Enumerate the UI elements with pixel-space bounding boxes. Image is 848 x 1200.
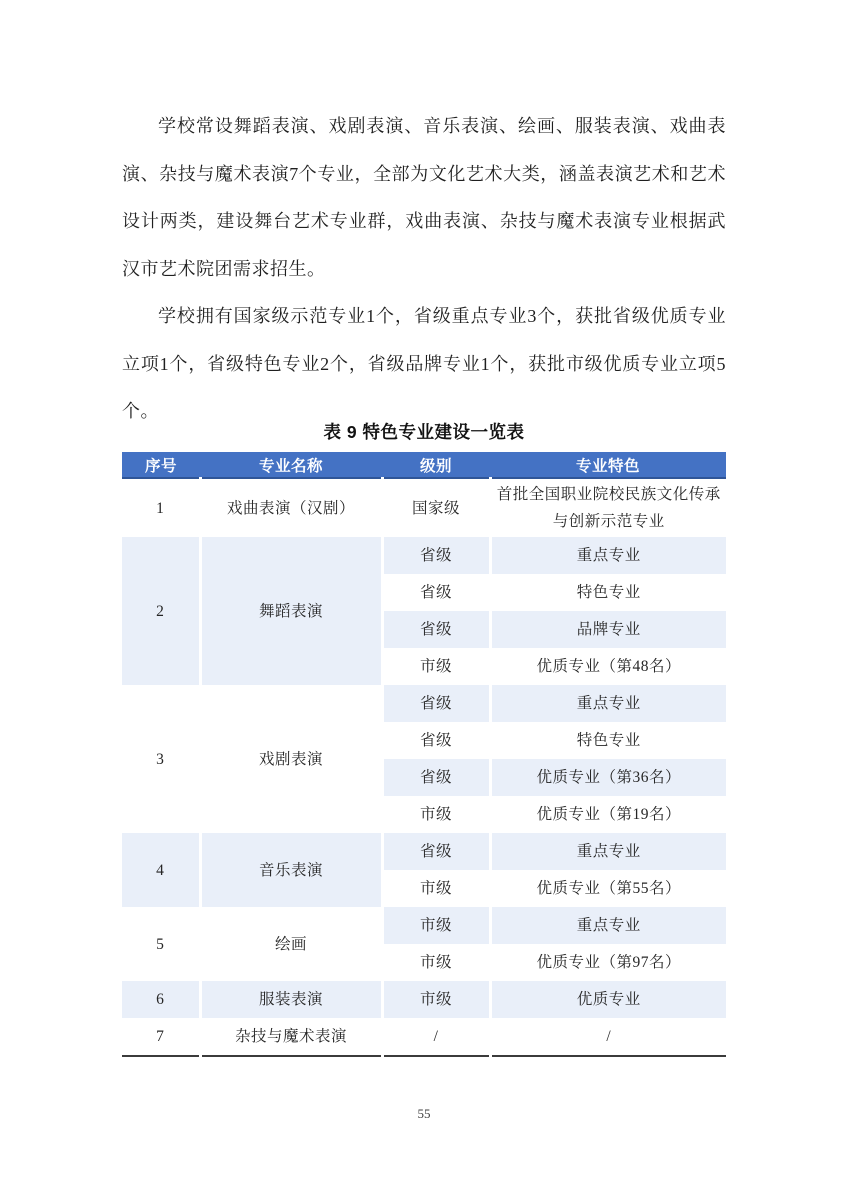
table-caption: 表 9 特色专业建设一览表 [323, 422, 525, 442]
header-cell-level: 级别 [382, 452, 490, 478]
level-cell: 市级 [382, 796, 490, 833]
level-cell: 市级 [382, 981, 490, 1018]
major-name-cell: 舞蹈表演 [200, 537, 382, 685]
major-name-cell: 杂技与魔术表演 [200, 1018, 382, 1056]
table-row [122, 981, 726, 1018]
level-cell: 省级 [382, 722, 490, 759]
level-cell: 国家级 [382, 478, 490, 537]
level-cell: 市级 [382, 944, 490, 981]
table-row [122, 833, 726, 870]
row-number-cell: 1 [122, 478, 200, 537]
body-paragraph-2: 学校拥有国家级示范专业1个，省级重点专业3个，获批省级优质专业立项1个，省级特色专业2个，省级品牌专业1个，获批市级优质专业立项5个。 [122, 306, 726, 421]
feature-cell: 优质专业（第97名） [490, 944, 726, 981]
level-cell: 省级 [382, 537, 490, 574]
row-number-cell: 5 [122, 907, 200, 981]
header-cell-number: 序号 [122, 452, 200, 478]
table-body [122, 478, 726, 1056]
page-number: 55 [417, 1106, 431, 1121]
row-number-cell: 7 [122, 1018, 200, 1056]
table-row [122, 907, 726, 944]
feature-cell: 重点专业 [490, 685, 726, 722]
feature-cell: / [490, 1018, 726, 1056]
feature-cell: 特色专业 [490, 722, 726, 759]
level-cell: 市级 [382, 907, 490, 944]
row-number-cell: 6 [122, 981, 200, 1018]
level-cell: 市级 [382, 648, 490, 685]
feature-cell: 重点专业 [490, 833, 726, 870]
table-row [122, 537, 726, 574]
major-name-cell: 戏曲表演（汉剧） [200, 478, 382, 537]
table-header [122, 452, 726, 478]
level-cell: / [382, 1018, 490, 1056]
major-name-cell: 服装表演 [200, 981, 382, 1018]
level-cell: 市级 [382, 870, 490, 907]
feature-cell: 优质专业（第48名） [490, 648, 726, 685]
body-paragraph-1: 学校常设舞蹈表演、戏剧表演、音乐表演、绘画、服装表演、戏曲表演、杂技与魔术表演7个专业，全部为文化艺术大类，涵盖表演艺术和艺术设计两类，建设舞台艺术专业群，戏曲表演、杂技与魔术表演专业根据武汉市艺术院团需求招生。 [122, 116, 726, 279]
level-cell: 省级 [382, 574, 490, 611]
row-number-cell: 4 [122, 833, 200, 907]
row-number-cell: 2 [122, 537, 200, 685]
feature-cell: 优质专业（第19名） [490, 796, 726, 833]
level-cell: 省级 [382, 833, 490, 870]
table-row [122, 478, 726, 537]
feature-cell: 特色专业 [490, 574, 726, 611]
table-row [122, 1018, 726, 1056]
major-name-cell: 戏剧表演 [200, 685, 382, 833]
feature-majors-table [122, 452, 726, 1057]
table-row [122, 685, 726, 722]
feature-cell: 重点专业 [490, 907, 726, 944]
feature-cell: 品牌专业 [490, 611, 726, 648]
feature-cell: 优质专业（第36名） [490, 759, 726, 796]
major-name-cell: 音乐表演 [200, 833, 382, 907]
feature-cell: 首批全国职业院校民族文化传承与创新示范专业 [490, 478, 726, 537]
header-cell-major: 专业名称 [200, 452, 382, 478]
row-number-cell: 3 [122, 685, 200, 833]
feature-cell: 重点专业 [490, 537, 726, 574]
feature-cell: 优质专业 [490, 981, 726, 1018]
level-cell: 省级 [382, 685, 490, 722]
level-cell: 省级 [382, 759, 490, 796]
header-row [122, 452, 726, 478]
header-cell-feature: 专业特色 [490, 452, 726, 478]
major-name-cell: 绘画 [200, 907, 382, 981]
level-cell: 省级 [382, 611, 490, 648]
body-text [122, 103, 726, 436]
feature-cell: 优质专业（第55名） [490, 870, 726, 907]
